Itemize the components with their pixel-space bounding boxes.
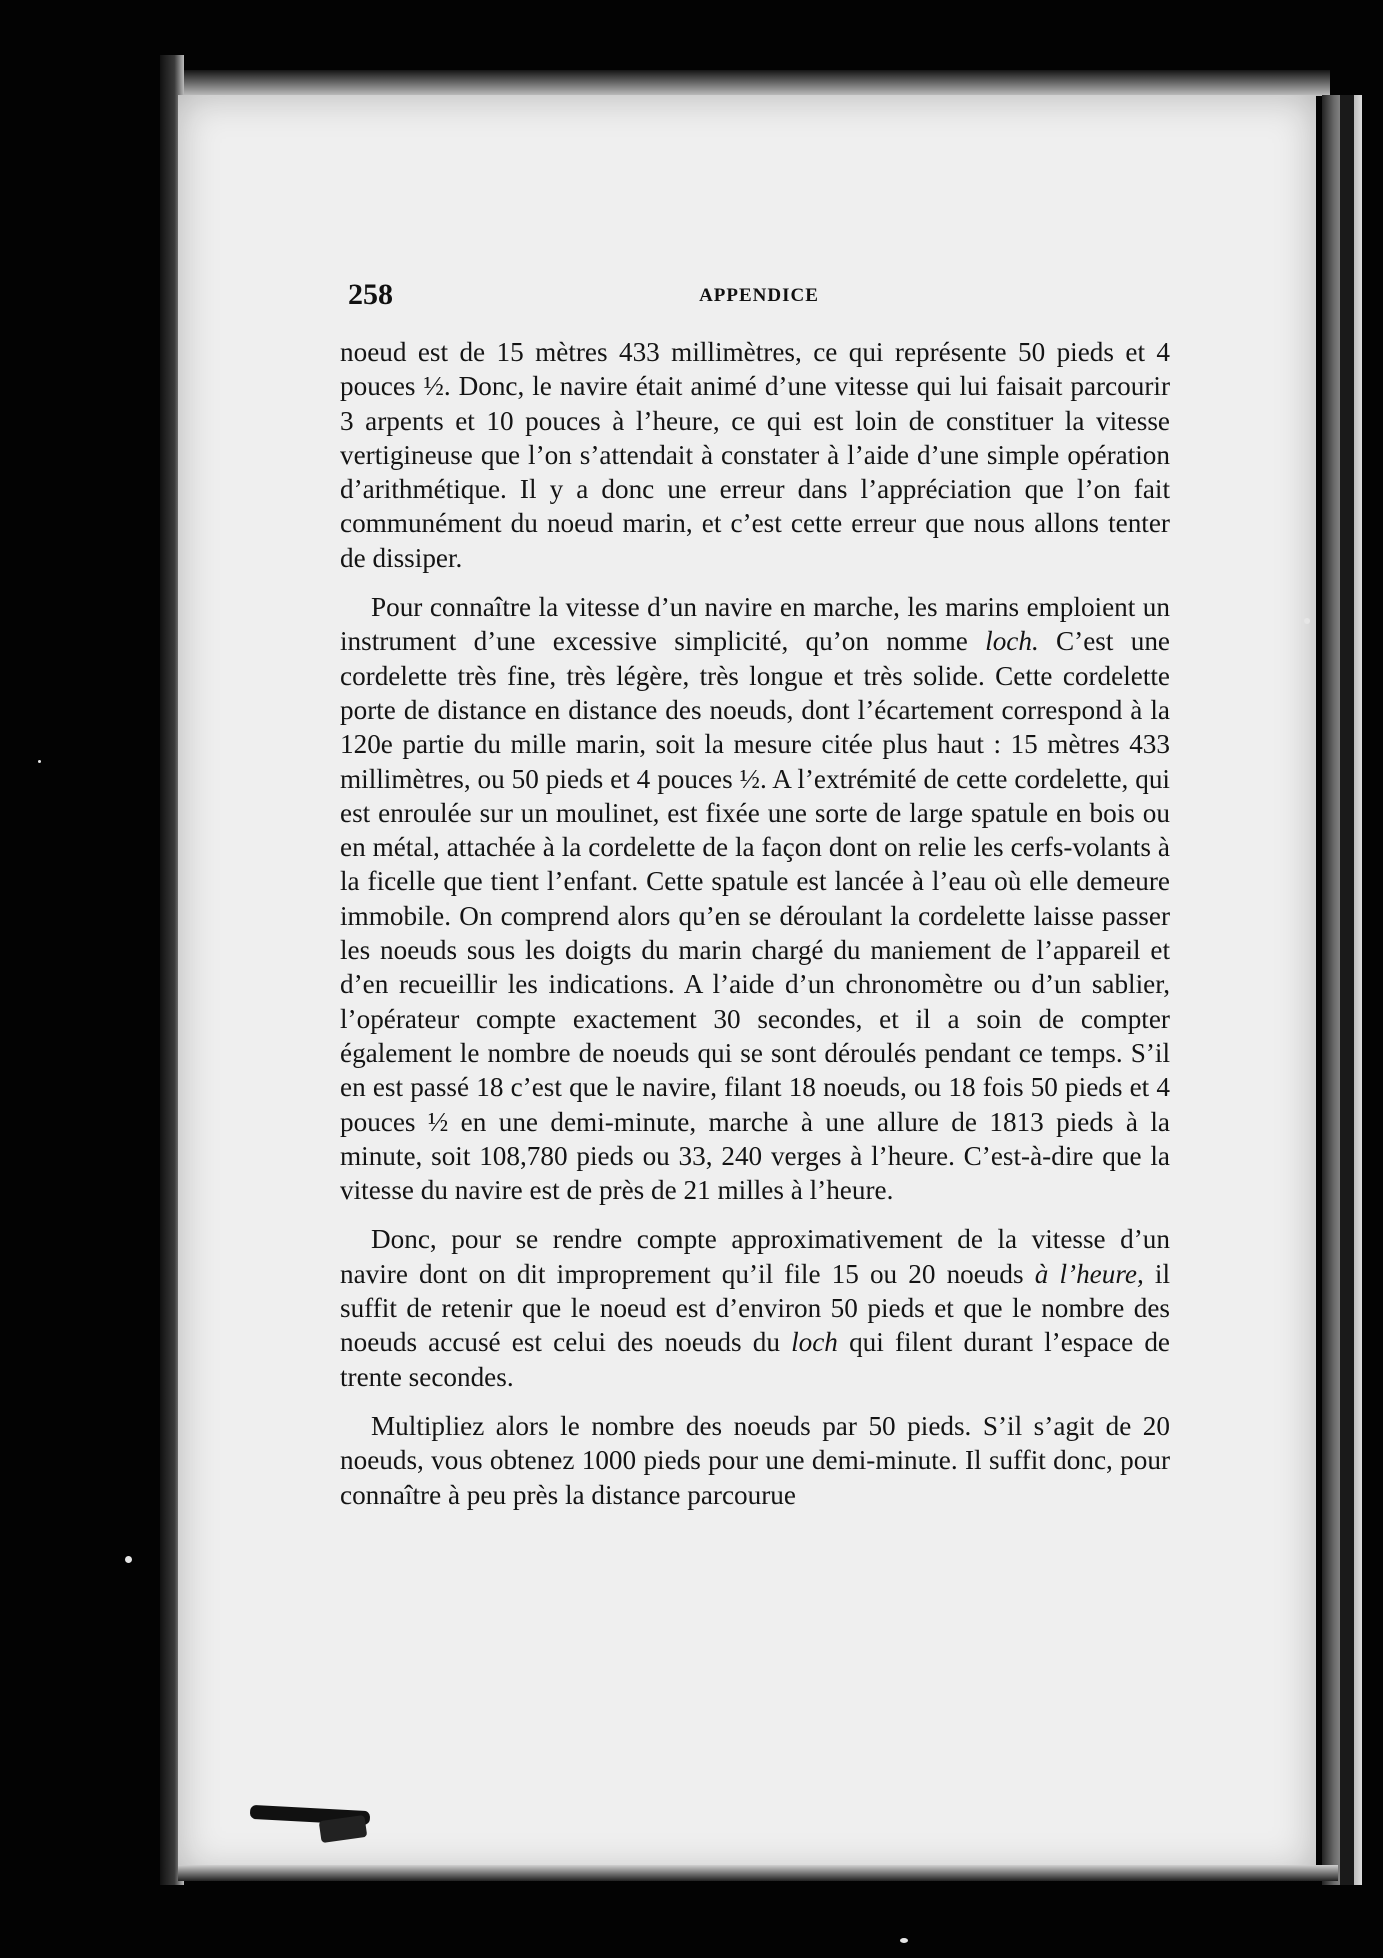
paragraph: [340, 590, 1170, 1207]
running-head: APPENDICE: [699, 285, 819, 306]
body-text: [340, 335, 1170, 1512]
scan-speck: [38, 760, 41, 763]
text-run: C’est une cordelette très fine, très légère, très longue et très solide. Cette cordelette porte de distance en distance des noeuds, dont l’écartement correspond à la 120e partie du mille marin, soit la mesure citée plus haut : 15 mètres 433 millimètres, ou 50 pieds et 4 pouces ½. A l’extrémité de cette cordelette, qui est enroulée sur un moulinet, est fixée une sorte de large spatule en bois ou en métal, attachée à la cordelette de la façon dont on relie les cerfs-volants à la ficelle que tient l’enfant. Cette spatule est lancée à l’eau où elle demeure immobile. On comprend alors qu’en se déroulant la cordelette laisse passer les noeuds sous les doigts du marin chargé du maniement de l’appareil et d’en recueillir les indications. A l’aide d’un chronomètre ou d’un sablier, l’opérateur compte exactement 30 secondes, et il a soin de compter également le nombre de noeuds qui se sont déroulés pendant ce temps. S’il en est passé 18 c’est que le navire, filant 18 noeuds, ou 18 fois 50 pieds et 4 pouces ½ en une demi-minute, marche à une allure de 1813 pieds à la minute, soit 108,780 pieds ou 33, 240 verges à l’heure. C’est-à-dire que la vitesse du navire est de près de 21 milles à l’heure.: [340, 626, 1170, 1206]
text-run: qui filent durant l’espace de trente secondes.: [340, 1327, 1170, 1392]
page-number: 258: [348, 278, 393, 311]
text-run: Pour connaître la vitesse d’un navire en marche, les marins emploient un instrument d’une excessive simplicité, qu’on nomme: [340, 592, 1170, 657]
paragraph: [340, 335, 1170, 575]
top-page-edge: [170, 70, 1330, 96]
paragraph: [340, 1409, 1170, 1512]
scan-speck: [125, 1556, 132, 1563]
bottom-page-edge: [178, 1865, 1338, 1881]
scan-speck: [900, 1938, 908, 1943]
text-run: noeud est de 15 mètres 433 millimètres, ce qui représente 50 pieds et 4 pouces ½. Donc, le navire était animé d’une vitesse qui lui faisait parcourir 3 arpents et 10 pouces à l’heure, ce qui est loin de constituer la vitesse vertigineuse que l’on s’attendait à constater à l’aide d’une simple opération d’arithmétique. Il y a donc une erreur dans l’appréciation que l’on fait communément du noeud marin, et c’est cette erreur que nous allons tenter de dissiper.: [340, 337, 1170, 573]
page-header: [348, 278, 1170, 318]
italic-text: loch.: [985, 626, 1039, 657]
text-run: Donc, pour se rendre compte approximativement de la vitesse d’un navire dont on dit improprement qu’il file 15 ou 20 noeuds: [340, 1224, 1170, 1289]
page-gutter-shadow: [1340, 95, 1354, 1885]
italic-text: à l’heure,: [1034, 1258, 1144, 1289]
scan-speck: [1304, 618, 1310, 624]
italic-text: loch: [791, 1327, 838, 1358]
text-run: Multipliez alors le nombre des noeuds par 50 pieds. S’il s’agit de 20 noeuds, vous obtenez 1000 pieds pour une demi-minute. Il suffit donc, pour connaître à peu près la distance parcourue: [340, 1410, 1170, 1510]
text-run: il suffit de retenir que le noeud est d’environ 50 pieds et que le nombre des noeuds accusé est celui des noeuds du: [340, 1258, 1171, 1358]
paragraph: [340, 1222, 1170, 1393]
